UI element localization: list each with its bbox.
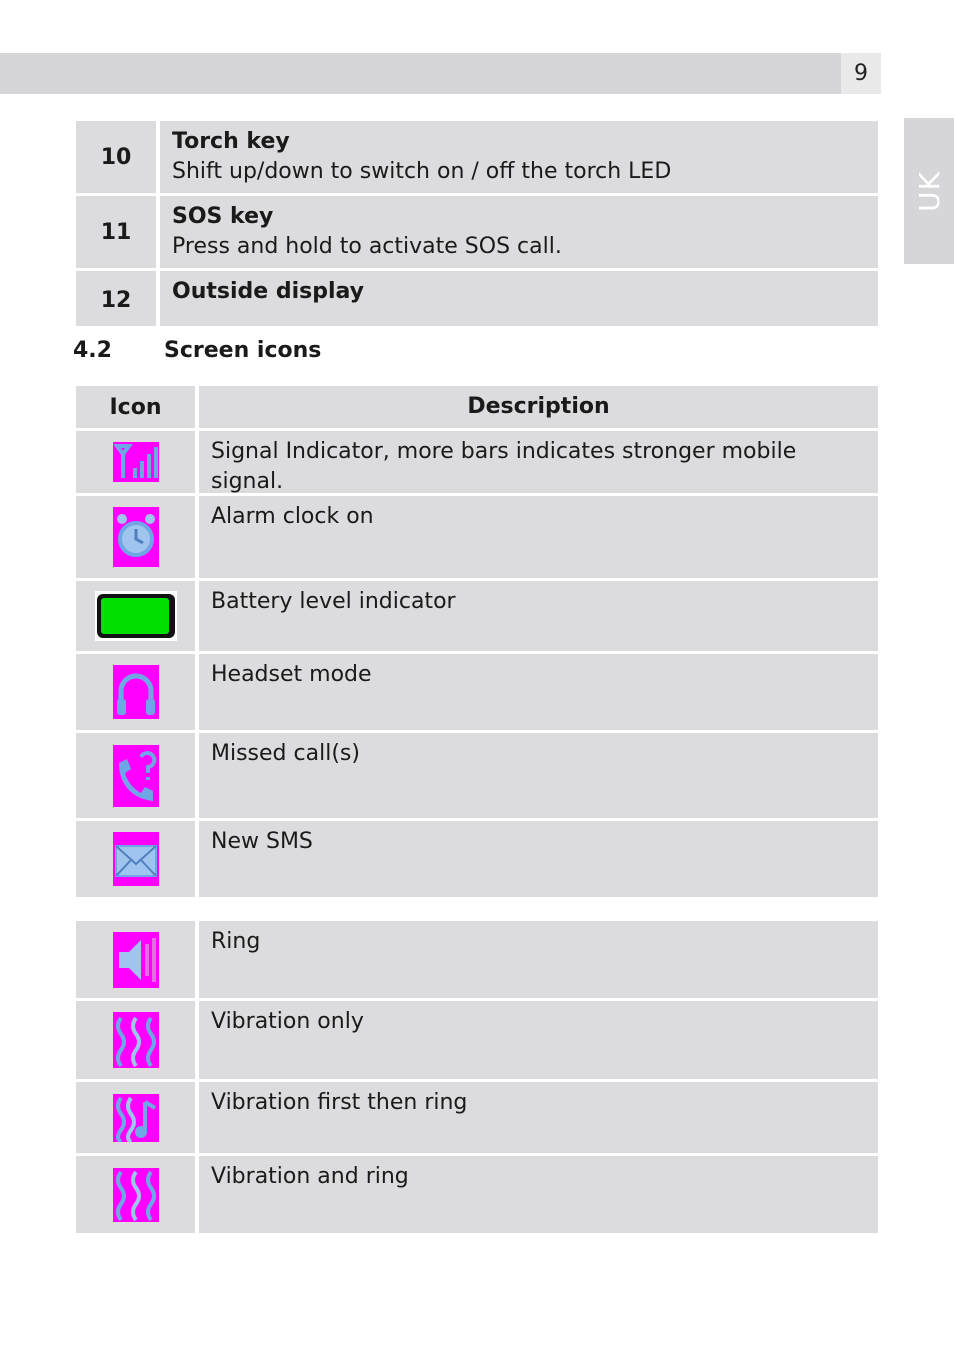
keys-table [76, 121, 878, 326]
icon-description: Vibration first then ring [199, 1082, 878, 1153]
key-desc: Press and hold to activate SOS call. [172, 234, 562, 259]
vibration-icon [113, 1012, 159, 1068]
table-row [76, 431, 878, 493]
table-row [76, 1156, 878, 1233]
vibration-then-ring-icon [113, 1094, 159, 1142]
icon-description: Vibration and ring [199, 1156, 878, 1233]
table-row [76, 921, 878, 998]
key-number: 10 [76, 121, 156, 193]
icon-cell [76, 733, 195, 818]
battery-icon [95, 591, 177, 641]
icon-description: Missed call(s) [199, 733, 878, 818]
key-number: 12 [76, 271, 156, 326]
icon-cell [76, 821, 195, 897]
missed-call-icon [113, 745, 159, 807]
key-title: SOS key [172, 204, 274, 229]
vibration-and-ring-icon [113, 1168, 159, 1222]
key-number: 11 [76, 196, 156, 268]
table-row [76, 1082, 878, 1153]
icon-cell [76, 1156, 195, 1233]
icon-description: Signal Indicator, more bars indicates stronger mobile signal. [199, 431, 878, 493]
icon-description: New SMS [199, 821, 878, 897]
key-desc: Shift up/down to switch on / off the torch LED [172, 159, 672, 184]
table-row [76, 496, 878, 578]
table-row [76, 733, 878, 818]
icon-description: Vibration only [199, 1001, 878, 1079]
key-title: Torch key [172, 129, 290, 154]
table-row [76, 654, 878, 730]
icon-description: Alarm clock on [199, 496, 878, 578]
key-title: Outside display [172, 279, 365, 304]
key-text [160, 121, 878, 193]
icon-cell [76, 581, 195, 651]
table-row [76, 1001, 878, 1079]
icons-table [76, 386, 878, 897]
table-row [76, 821, 878, 897]
language-tab[interactable] [904, 118, 954, 264]
icon-cell [76, 1082, 195, 1153]
headset-icon [113, 665, 159, 719]
header-bar [0, 53, 841, 94]
section-title: Screen icons [164, 338, 322, 363]
table-row [76, 581, 878, 651]
header-description: Description [199, 386, 878, 428]
icons-table-continued [76, 921, 878, 1233]
header-icon: Icon [76, 386, 195, 428]
key-row [76, 121, 878, 193]
page-number: 9 [841, 53, 881, 94]
ring-icon [113, 932, 159, 988]
alarm-clock-icon [113, 507, 159, 567]
key-row [76, 196, 878, 268]
icon-cell [76, 1001, 195, 1079]
icon-description: Battery level indicator [199, 581, 878, 651]
section-heading [73, 338, 321, 363]
signal-icon [113, 442, 159, 482]
key-row [76, 271, 878, 326]
icon-cell [76, 921, 195, 998]
icon-cell [76, 431, 195, 493]
icon-cell [76, 654, 195, 730]
icon-description: Ring [199, 921, 878, 998]
key-text [160, 271, 878, 326]
section-number: 4.2 [73, 338, 112, 363]
sms-icon [113, 832, 159, 886]
language-tab-label: UK [912, 170, 946, 212]
icon-cell [76, 496, 195, 578]
table-header-row [76, 386, 878, 428]
key-text [160, 196, 878, 268]
icon-description: Headset mode [199, 654, 878, 730]
